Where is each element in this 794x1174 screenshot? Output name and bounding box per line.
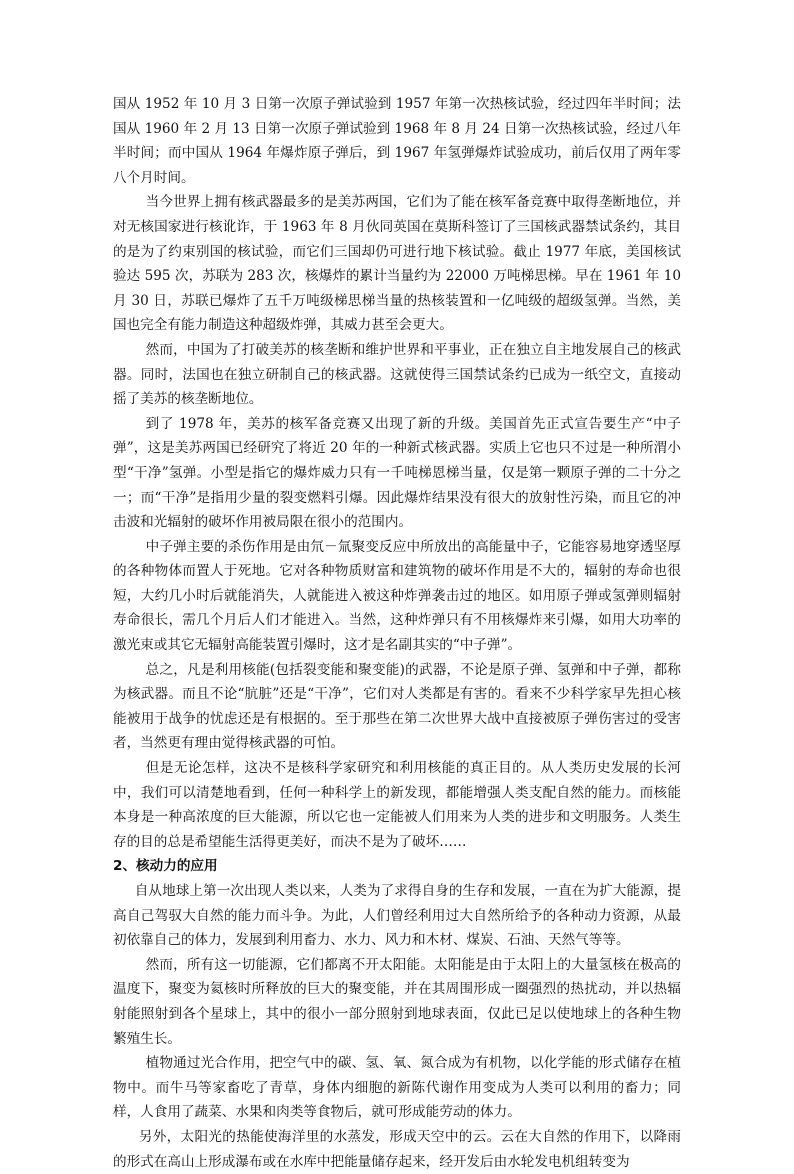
paragraph-7: 但是无论怎样，这决不是核科学家研究和利用核能的真正目的。从人类历史发展的长河中，我们可以清楚地看到，任何一种科学上的新发现，都能增强人类支配自然的能力。而核能本身是一种高浓度的巨大能源，所以它也一定能被人们用来为人类的进步和文明服务。人类生存的目的总是希望能生活得更美好，而决不是为了破坏…… — [113, 760, 681, 850]
paragraph-2: 当今世界上拥有核武器最多的是美苏两国，它们为了能在核军备竞赛中取得垄断地位，并对无核国家进行核讹诈，于 1963 年 8 月伙同英国在莫斯科签订了三国核武器禁试条约，其目的是为了约束别国的核试验，而它们三国却仍可进行地下核试验。截止 1977 年底，美国核试验达 595 次，苏联为 283 次，核爆炸的累计当量约为 22000 万吨梯思梯。早在 1961 年 10 月 30 日，苏联已爆炸了五千万吨级梯思梯当量的热核装置和一亿吨级的超级氢弹。当然，美国也完全有能力制造这种超级炸弹，其威力甚至会更大。 — [113, 194, 681, 334]
paragraph-10: 植物通过光合作用，把空气中的碳、氢、氧、氮合成为有机物，以化学能的形式储存在植物中。而牛马等家畜吃了青草，身体内细胞的新陈代谢作用变成为人类可以利用的畜力；同样，人食用了蔬菜、水果和肉类等食物后，就可形成能劳动的体力。 — [113, 1055, 681, 1121]
section-heading: 2、核动力的应用 — [113, 858, 218, 875]
paragraph-11: 另外，太阳光的热能使海洋里的水蒸发，形成天空中的云。云在大自然的作用下，以降雨的形式在高山上形成瀑布或在水库中把能量储存起来，经开发后由水轮发电机组转变为 — [113, 1128, 681, 1170]
paragraph-5: 中子弹主要的杀伤作用是由氘－氚聚变反应中所放出的高能量中子，它能容易地穿透坚厚的各种物体而置人于死地。它对各种物质财富和建筑物的破坏作用是不大的，辐射的寿命也很短，大约几小时后就能消失，人就能进入被这种炸弹袭击过的地区。如用原子弹或氢弹则辐射寿命很长，需几个月后人们才能进入。当然，这种炸弹只有不用核爆炸来引爆，如用大功率的激光束或其它无辐射高能装置引爆时，这才是名副其实的“中子弹”。 — [113, 538, 681, 654]
paragraph-6: 总之，凡是利用核能(包括裂变能和聚变能)的武器，不论是原子弹、氢弹和中子弹，都称为核武器。而且不论“肮脏”还是“干净”，它们对人类都是有害的。看来不少科学家早先担心核能被用于战争的忧虑还是有根据的。至于那些在第二次世界大战中直接被原子弹伤害过的受害者，当然更有理由觉得核武器的可怕。 — [113, 661, 681, 752]
paragraph-9: 然而，所有这一切能源，它们都离不开太阳能。太阳能是由于太阳上的大量氢核在极高的温度下，聚变为氦核时所释放的巨大的聚变能，并在其周围形成一圈强烈的热扰动，并以热辐射能照射到各个星球上，其中的很小一部分照射到地球表面，仅此已足以使地球上的各种生物繁殖生长。 — [113, 956, 681, 1047]
document-page — [113, 92, 681, 1174]
paragraph-1: 国从 1952 年 10 月 3 日第一次原子弹试验到 1957 年第一次热核试验，经过四年半时间；法国从 1960 年 2 月 13 日第一次原子弹试验到 1968 年 8 月 24 日第一次热核试验，经过八年半时间；而中国从 1964 年爆炸原子弹后，到 1967 年氢弹爆炸试验成功，前后仅用了两年零八个月时间。 — [113, 96, 681, 186]
paragraph-8: 自从地球上第一次出现人类以来，人类为了求得自身的生存和发展，一直在为扩大能源，提高自己驾驭大自然的能力而斗争。为此，人们曾经利用过大自然所给予的各种动力资源，从最初依靠自己的体力，发展到利用畜力、水力、风力和木材、煤炭、石油、天然气等等。 — [113, 883, 681, 949]
paragraph-4: 到了 1978 年，美苏的核军备竞赛又出现了新的升级。美国首先正式宣告要生产“中子弹”，这是美苏两国已经研究了将近 20 年的一种新式核武器。实质上它也只不过是一种所渭小型“干净”氢弹。小型是指它的爆炸威力只有一千吨梯恩梯当量，仅是第一颗原子弹的二十分之一；而“干净”是指用少量的裂变燃料引爆。因此爆炸结果没有很大的放射性污染，而且它的冲击波和光辐射的破坏作用被局限在很小的范围内。 — [113, 415, 681, 531]
paragraph-3: 然而，中国为了打破美苏的核垄断和维护世界和平事业，正在独立自主地发展自己的核武器。同时，法国也在独立研制自己的核武器。这就使得三国禁试条约已成为一纸空文，直接动摇了美苏的核垄断地位。 — [113, 341, 681, 408]
